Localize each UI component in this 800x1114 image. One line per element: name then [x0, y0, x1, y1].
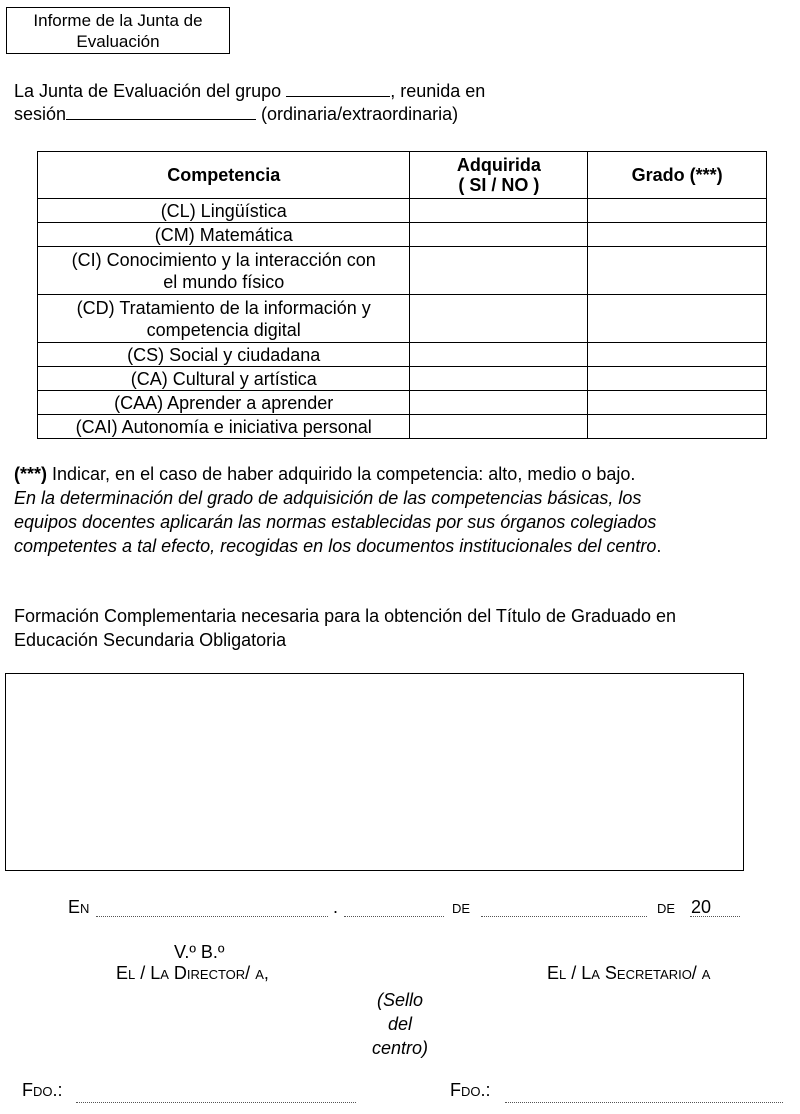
italic-note-line3 [14, 534, 784, 558]
date-dot: . [333, 897, 339, 917]
indicar-text: Indicar, en el caso de haber adquirido la competencia: alto, medio o bajo. [47, 464, 636, 484]
year-prefix: 20 [691, 897, 712, 917]
adquirida-cell[interactable] [410, 415, 588, 439]
fdo-secretario-label: Fdo.: [450, 1080, 491, 1100]
table-row [38, 415, 767, 439]
header-competencia: Competencia [38, 152, 410, 199]
intro-text-4: (ordinaria/extraordinaria) [256, 104, 459, 124]
adquirida-cell[interactable] [410, 247, 588, 295]
competencia-cell: (CAA) Aprender a aprender [38, 391, 410, 415]
asterisks-marker: (***) [14, 464, 48, 484]
en-label: En [68, 897, 90, 917]
session-blank-field[interactable] [66, 103, 256, 120]
indicar-note [14, 462, 784, 486]
competencia-cell [38, 295, 410, 343]
sello-line1: (Sello [376, 990, 424, 1010]
adquirida-cell[interactable] [410, 223, 588, 247]
adquirida-cell[interactable] [410, 199, 588, 223]
header-adquirida-line1: Adquirida [456, 155, 541, 175]
grado-cell[interactable] [588, 295, 767, 343]
fdo-director-blank-field[interactable] [76, 1086, 356, 1103]
sello-label [366, 988, 434, 1060]
grado-cell[interactable] [588, 247, 767, 295]
intro-paragraph [14, 80, 485, 126]
formacion-heading [14, 604, 794, 652]
fdo-secretario-blank-field[interactable] [505, 1086, 783, 1103]
day-blank-field[interactable] [344, 900, 444, 917]
competencia-cell: (CAI) Autonomía e iniciativa personal [38, 415, 410, 439]
report-title-line1: Informe de la Junta de [33, 11, 203, 30]
report-title-box [6, 7, 230, 54]
competencia-cell: (CL) Lingüística [38, 199, 410, 223]
table-row [38, 199, 767, 223]
report-title-line2: Evaluación [76, 32, 160, 51]
table-row [38, 343, 767, 367]
intro-text-1: La Junta de Evaluación del grupo [14, 81, 287, 101]
sello-line2: del [387, 1014, 413, 1034]
italic-note-line3-text: competentes a tal efecto, recogidas en los documentos institucionales del centro [14, 536, 657, 556]
grado-cell[interactable] [588, 343, 767, 367]
visto-bueno-label: V.º B.º [174, 942, 225, 962]
place-blank-field[interactable] [96, 900, 328, 917]
month-blank-field[interactable] [481, 900, 647, 917]
header-adquirida [410, 152, 588, 199]
competencia-cell-line2: el mundo físico [163, 271, 285, 292]
competencia-cell: (CM) Matemática [38, 223, 410, 247]
italic-note-line1: En la determinación del grado de adquisición de las competencias básicas, los [14, 488, 642, 508]
intro-text-2: , reunida en [390, 81, 486, 101]
table-row [38, 391, 767, 415]
notes-block [14, 462, 784, 558]
grado-cell[interactable] [588, 391, 767, 415]
header-grado: Grado (***) [588, 152, 767, 199]
adquirida-cell[interactable] [410, 295, 588, 343]
fdo-director-label: Fdo.: [22, 1080, 63, 1100]
director-label: El / La Director/ a, [116, 963, 269, 983]
grado-cell[interactable] [588, 415, 767, 439]
sello-line3: centro) [371, 1038, 429, 1058]
competencia-cell-line2: competencia digital [146, 319, 301, 340]
table-row [38, 223, 767, 247]
competencia-cell-line1: (CI) Conocimiento y la interacción con [71, 249, 376, 270]
grado-cell[interactable] [588, 223, 767, 247]
grado-cell[interactable] [588, 199, 767, 223]
formacion-line2: Educación Secundaria Obligatoria [14, 630, 287, 650]
group-blank-field[interactable] [286, 80, 390, 97]
date-line [0, 897, 800, 921]
secretario-label: El / La Secretario/ a [547, 963, 711, 983]
adquirida-cell[interactable] [410, 367, 588, 391]
competencia-cell [38, 247, 410, 295]
intro-text-3: sesión [14, 104, 67, 124]
adquirida-cell[interactable] [410, 391, 588, 415]
adquirida-cell[interactable] [410, 343, 588, 367]
formacion-text-area[interactable] [5, 673, 744, 871]
italic-note-line2: equipos docentes aplicarán las normas establecidas por sus órganos colegiados [14, 512, 657, 532]
table-row [38, 367, 767, 391]
de-label-2: de [657, 897, 676, 917]
table-header-row [38, 152, 767, 199]
table-row [38, 295, 767, 343]
grado-cell[interactable] [588, 367, 767, 391]
competencias-table [37, 151, 767, 439]
formacion-line1: Formación Complementaria necesaria para la obtención del Título de Graduado en [14, 606, 677, 626]
competencia-cell: (CS) Social y ciudadana [38, 343, 410, 367]
table-row [38, 247, 767, 295]
competencia-cell: (CA) Cultural y artística [38, 367, 410, 391]
italic-note-period: . [656, 536, 662, 556]
header-adquirida-line2: ( SI / NO ) [458, 175, 540, 195]
competencia-cell-line1: (CD) Tratamiento de la información y [76, 297, 371, 318]
de-label-1: de [452, 897, 471, 917]
